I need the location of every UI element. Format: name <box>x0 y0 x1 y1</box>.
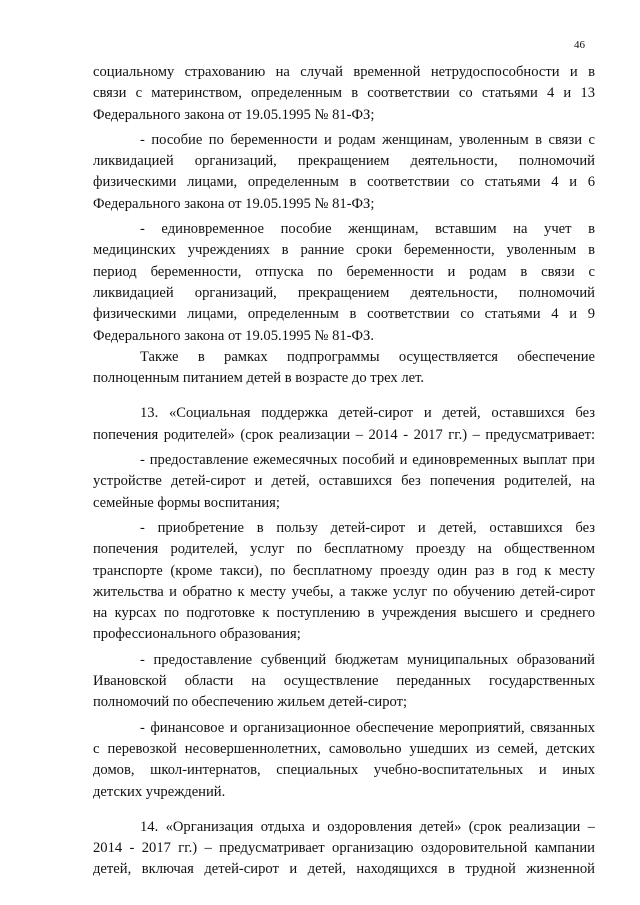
paragraph-insurance-continuation <box>93 62 595 126</box>
text-line: медицинских учреждениях в ранние сроки беременности, уволенным в <box>93 242 595 259</box>
text-line: 14. «Организация отдыха и оздоровления детей» (срок реализации – <box>140 818 595 835</box>
text-line: профессионального образования; <box>93 626 301 643</box>
text-line: ликвидацией организаций, прекращением деятельности, полномочий <box>93 284 595 301</box>
paragraph-monthly-allowances <box>93 450 595 514</box>
page-number: 46 <box>574 39 585 51</box>
text-line: полноценным питанием детей в возрасте до трех лет. <box>93 370 425 387</box>
text-line: Ивановской области на осуществление переданных государственных <box>93 673 595 690</box>
text-line: попечения родителей, услуг по бесплатному проезду на общественном <box>93 541 595 558</box>
text-line: социальному страхованию на случай временной нетрудоспособности и в <box>93 64 595 80</box>
text-line: устройстве детей-сирот и детей, оставшихся без попечения родителей, на <box>93 473 595 490</box>
document-body <box>93 62 595 881</box>
text-line: - финансовое и организационное обеспечение мероприятий, связанных <box>140 719 595 736</box>
text-line: домов, школ-интернатов, специальных учебно-воспитательных и иных <box>93 762 595 779</box>
text-line: - предоставление ежемесячных пособий и единовременных выплат при <box>140 452 595 469</box>
paragraph-free-travel <box>93 518 595 646</box>
text-line: 13. «Социальная поддержка детей-сирот и детей, оставшихся без <box>140 405 595 422</box>
text-line: - предоставление субвенций бюджетам муниципальных образований <box>140 651 595 668</box>
text-line: связи с материнством, определенным в соответствии со статьями 4 и 13 <box>93 85 595 102</box>
text-line: с перевозкой несовершеннолетних, самовольно ушедших из семей, детских <box>93 740 595 757</box>
paragraph-section-14 <box>93 817 595 881</box>
text-line: транспорте (кроме такси), по бесплатному проезду один раз в год к месту <box>93 562 595 579</box>
paragraph-subventions <box>93 650 595 714</box>
paragraph-nutrition <box>93 347 595 390</box>
text-line: Также в рамках подпрограммы осуществляется обеспечение <box>140 348 595 365</box>
text-line: 2014 - 2017 гг.) – предусматривает организацию оздоровительной кампании <box>93 840 595 857</box>
text-line: Федерального закона от 19.05.1995 № 81-ФЗ; <box>93 195 375 212</box>
text-line: период беременности, отпуска по беременности и родам в связи с <box>93 263 595 280</box>
text-line: попечения родителей» (срок реализации – 2014 - 2017 гг.) – предусматривает: <box>93 426 595 443</box>
text-line: детей, включая детей-сирот и детей, находящихся в трудной жизненной <box>93 861 595 878</box>
text-line: полномочий по обеспечению жильем детей-сирот; <box>93 694 408 711</box>
text-line: Федерального закона от 19.05.1995 № 81-ФЗ. <box>93 327 375 344</box>
text-line: физическими лицами, определенным в соответствии со статьями 4 и 6 <box>93 174 595 191</box>
text-line: детских учреждений. <box>93 783 226 800</box>
paragraph-maternity-benefit <box>93 130 595 215</box>
text-line: - единовременное пособие женщинам, вставшим на учет в <box>140 221 595 238</box>
text-line: Федерального закона от 19.05.1995 № 81-ФЗ; <box>93 106 375 123</box>
paragraph-lump-sum-benefit <box>93 219 595 347</box>
text-line: семейные формы воспитания; <box>93 494 280 511</box>
text-line: физическими лицами, определенным в соответствии со статьями 4 и 9 <box>93 306 595 323</box>
text-line: - пособие по беременности и родам женщинам, уволенным в связи с <box>140 131 595 148</box>
text-line: - приобретение в пользу детей-сирот и детей, оставшихся без <box>140 519 595 536</box>
text-line: ликвидацией организаций, прекращением деятельности, полномочий <box>93 153 595 170</box>
paragraph-section-13 <box>93 403 595 446</box>
text-line: жительства и обратно к месту учебы, а также услуг по обучению детей-сирот <box>93 583 595 600</box>
text-line: на курсах по подготовке к поступлению в учреждения высшего и среднего <box>93 605 595 622</box>
paragraph-transport-minors <box>93 718 595 803</box>
